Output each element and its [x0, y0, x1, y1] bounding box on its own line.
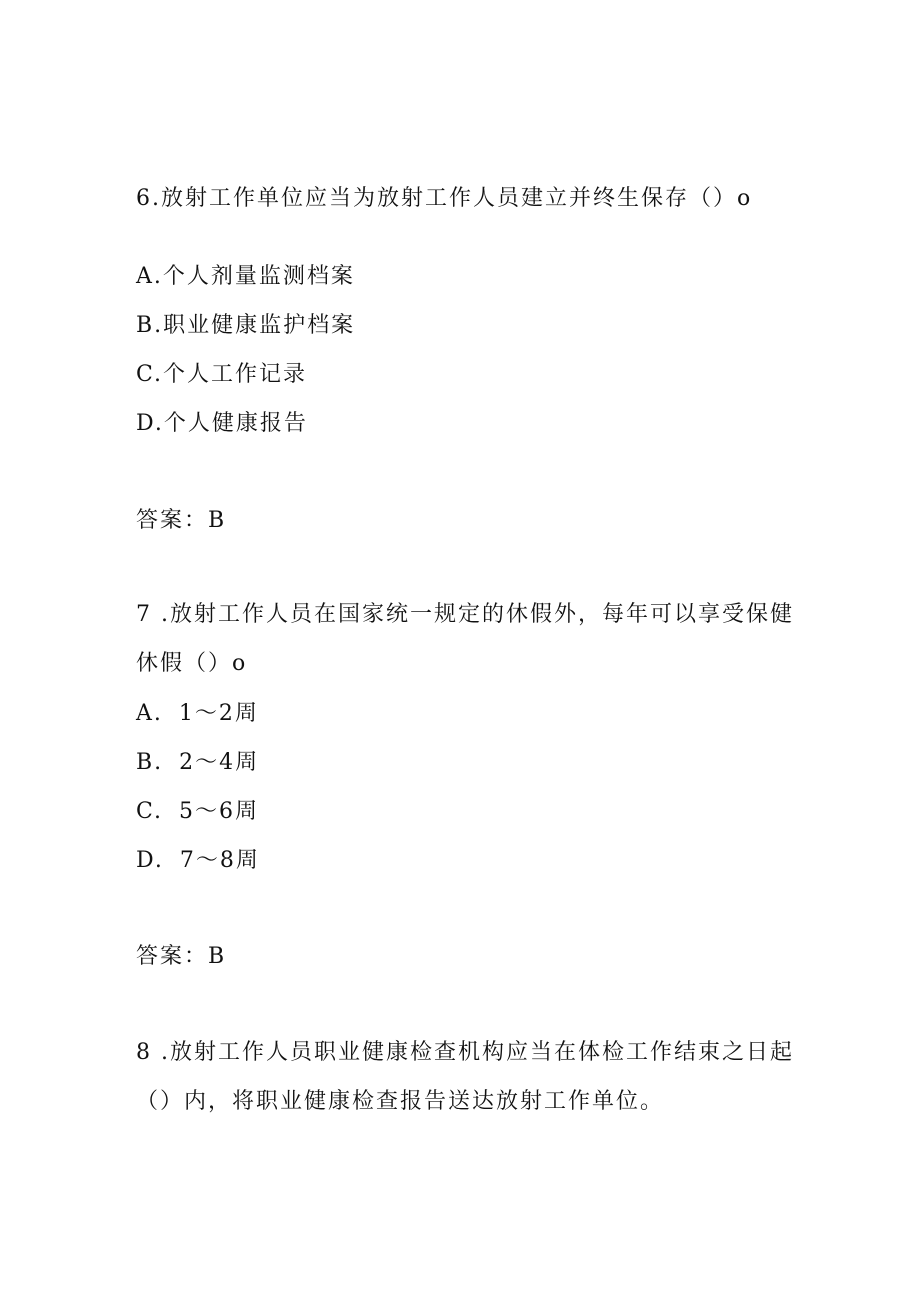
question-7-option-d [136, 846, 260, 876]
option-text: 2〜4周 [179, 750, 260, 775]
question-6-option-c: C.个人工作记录 [136, 362, 308, 387]
option-letter: D. [136, 848, 164, 873]
question-6-option-a: A.个人剂量监测档案 [136, 264, 355, 289]
option-text: 7〜8周 [179, 848, 260, 873]
question-6-answer: 答案：B [136, 508, 227, 533]
question-8-stem-line-2: （）内，将职业健康检查报告送达放射工作单位。 [136, 1089, 665, 1114]
question-6-option-b: B.职业健康监护档案 [136, 313, 356, 338]
option-letter: B. [136, 750, 164, 775]
option-letter: C. [136, 799, 164, 824]
question-8-stem-line-1: 8 .放射工作人员职业健康检查机构应当在体检工作结束之日起 [136, 1040, 794, 1065]
question-7-stem-line-2: 休假（）o [136, 651, 248, 676]
question-6-option-d: D.个人健康报告 [136, 411, 308, 436]
question-7-stem-line-1: 7 .放射工作人员在国家统一规定的休假外，每年可以享受保健 [136, 602, 794, 627]
question-6-stem: 6.放射工作单位应当为放射工作人员建立并终生保存（）o [136, 186, 753, 211]
question-7-answer: 答案：B [136, 944, 227, 969]
question-7-option-a [136, 699, 259, 729]
option-text: 1〜2周 [178, 701, 259, 726]
question-7-option-c [136, 797, 259, 827]
option-letter: A. [136, 701, 163, 726]
option-text: 5〜6周 [179, 799, 260, 824]
question-7-option-b [136, 748, 259, 778]
